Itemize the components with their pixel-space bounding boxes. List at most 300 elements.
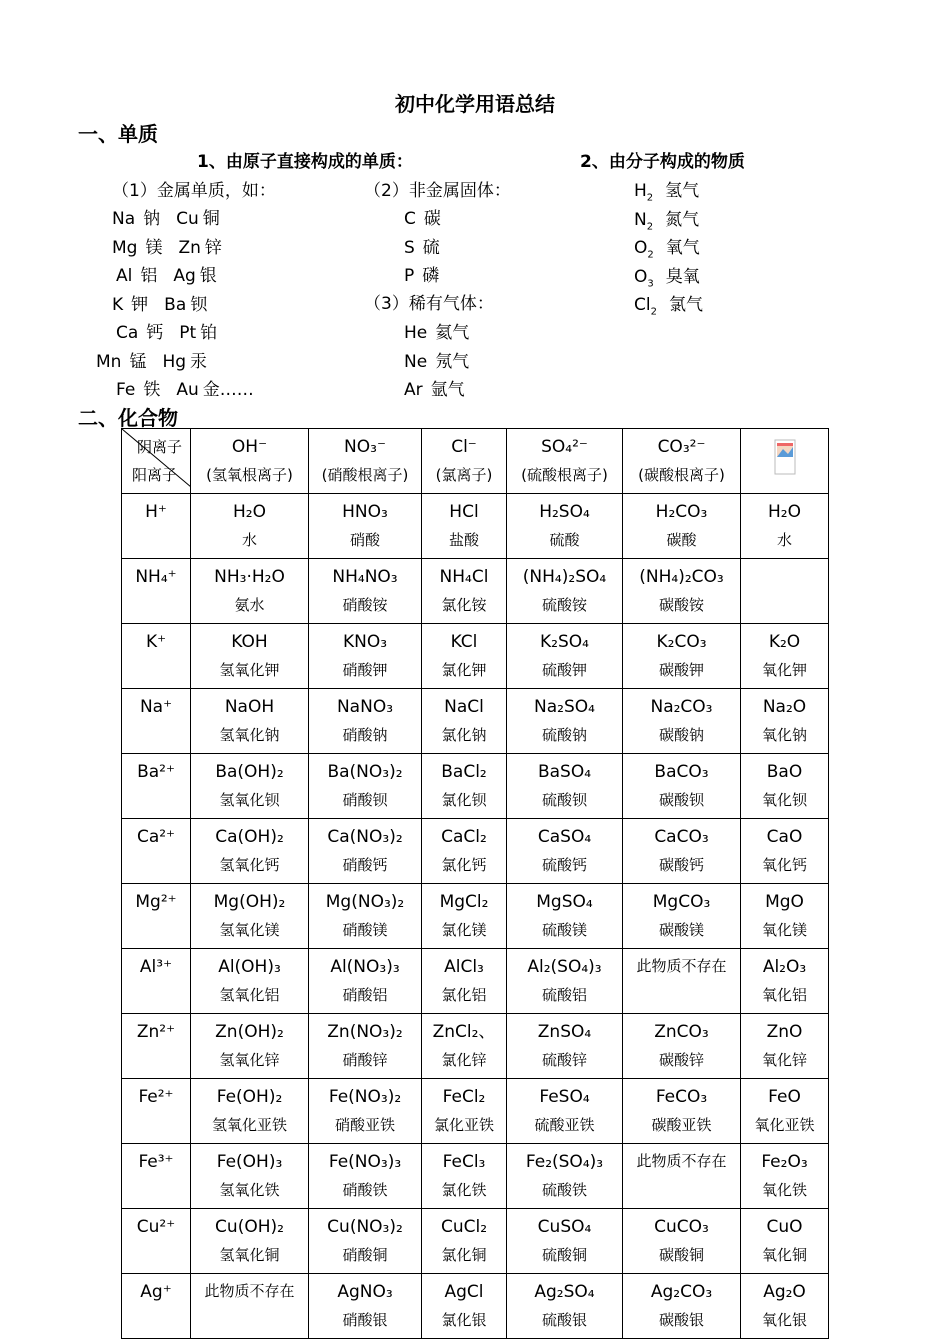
compound-formula: Zn(NO₃)₂ — [327, 1022, 403, 1042]
compound-name: 氯化钙 — [441, 856, 487, 874]
compound-cell — [507, 819, 623, 884]
compound-name: 氯化铵 — [441, 596, 487, 614]
compound-name: 硝酸镁 — [342, 921, 388, 939]
table-row — [122, 559, 829, 624]
compound-formula: Fe₂O₃ — [761, 1152, 808, 1172]
compound-name: 硝酸锌 — [342, 1051, 388, 1069]
compound-cell — [191, 819, 309, 884]
table-row — [122, 1079, 829, 1144]
molecule-row — [634, 290, 711, 318]
compound-cell — [191, 624, 309, 689]
metal-row — [112, 204, 228, 229]
table-row — [122, 1014, 829, 1079]
compound-cell — [422, 689, 507, 754]
metal-row — [116, 375, 262, 400]
compound-cell — [507, 1274, 623, 1339]
compound-name: 氧化铜 — [761, 1246, 807, 1264]
molecule-formula: $H_2$ — [634, 181, 654, 204]
metal-row — [96, 347, 215, 372]
compound-formula: FeCl₃ — [442, 1152, 486, 1172]
compound-cell — [741, 494, 829, 559]
compound-cell — [507, 754, 623, 819]
metal-row — [112, 233, 230, 258]
subscript: 2 — [646, 192, 654, 204]
element-symbol: Zn — [178, 237, 201, 258]
compound-formula: Al₂O₃ — [762, 957, 807, 977]
compound-name: 碳酸镁 — [658, 921, 704, 939]
table-row — [122, 1144, 829, 1209]
compound-cell — [623, 624, 741, 689]
compound-formula: NaCl — [444, 697, 484, 717]
compound-formula: MgSO₄ — [536, 892, 593, 912]
compound-formula: NH₄Cl — [439, 567, 489, 587]
compound-cell — [309, 949, 422, 1014]
molecule-name: 氢气 — [665, 181, 700, 201]
compound-name: 硫酸钡 — [541, 791, 587, 809]
element-symbol: Mn — [96, 351, 122, 372]
compound-name: 硝酸铝 — [342, 986, 388, 1004]
element-name: 银 — [199, 266, 217, 286]
compound-formula: Ag₂SO₄ — [534, 1282, 595, 1302]
molecule-formula: $N_2$ — [634, 209, 654, 232]
compound-formula: Ag₂CO₃ — [650, 1282, 713, 1302]
compound-formula: Ba(OH)₂ — [215, 762, 284, 782]
compound-formula: CuCl₂ — [440, 1217, 488, 1237]
compound-cell — [623, 689, 741, 754]
compound-formula: HCl — [449, 502, 479, 522]
subscript: 2 — [650, 306, 657, 318]
compound-cell — [309, 624, 422, 689]
compound-name: 氧化铝 — [761, 986, 807, 1004]
metal-row — [116, 318, 225, 343]
element-name: 钡 — [190, 294, 208, 315]
section-heading-elements: 一、单质 — [78, 122, 158, 146]
molecule-row — [634, 233, 708, 261]
element-name: 金…… — [202, 380, 254, 400]
anion-header — [309, 429, 422, 494]
anion-name: (氢氧根离子) — [206, 466, 293, 484]
compound-cell — [741, 689, 829, 754]
element-name: 氦气 — [435, 323, 470, 343]
compound-formula: CaO — [766, 827, 803, 847]
noble-gas-row — [404, 347, 477, 372]
compound-cell — [507, 689, 623, 754]
compound-formula: KCl — [450, 632, 478, 652]
compound-formula: Na₂SO₄ — [534, 697, 595, 717]
compound-name: 氢氧化镁 — [219, 921, 280, 939]
compound-cell — [309, 559, 422, 624]
compound-name: 硝酸铁 — [342, 1181, 388, 1199]
compound-formula: CuSO₄ — [537, 1217, 592, 1237]
compound-cell — [422, 559, 507, 624]
compound-cell — [507, 949, 623, 1014]
compound-cell — [623, 1274, 741, 1339]
compound-formula: CuO — [766, 1217, 803, 1237]
compound-cell — [623, 949, 741, 1014]
compound-cell — [191, 494, 309, 559]
compound-name: 硝酸铵 — [342, 596, 388, 614]
cation-cell: Cu²⁺ — [122, 1209, 191, 1274]
compound-cell — [309, 754, 422, 819]
compound-formula: NaOH — [224, 697, 275, 717]
compound-cell — [422, 949, 507, 1014]
compound-formula: Fe(NO₃)₃ — [328, 1152, 402, 1172]
compound-cell — [741, 754, 829, 819]
compound-formula: ZnSO₄ — [537, 1022, 592, 1042]
anion-formula: SO₄²⁻ — [541, 437, 588, 457]
compound-cell — [623, 1079, 741, 1144]
compound-name: 硝酸银 — [342, 1311, 388, 1329]
compound-name: 碳酸钡 — [658, 791, 704, 809]
compound-cell — [623, 494, 741, 559]
element-name: 铜 — [202, 209, 220, 229]
compound-cell — [309, 1144, 422, 1209]
compound-name: 氯化钡 — [441, 791, 487, 809]
nonmetal-row — [404, 261, 447, 286]
element-symbol: Hg — [162, 351, 187, 372]
compound-name: 氧化银 — [761, 1311, 807, 1329]
compound-formula: Cu(OH)₂ — [215, 1217, 284, 1237]
compound-formula: AlCl₃ — [444, 957, 484, 977]
compound-name: 硫酸镁 — [541, 921, 587, 939]
compound-name: 水 — [776, 531, 792, 549]
compound-formula: (NH₄)₂SO₄ — [522, 567, 607, 587]
compound-formula: CaSO₄ — [537, 827, 592, 847]
element-name: 铁 — [143, 380, 161, 400]
compound-cell — [623, 559, 741, 624]
compound-formula: Ba(NO₃)₂ — [327, 762, 403, 782]
cation-cell: Al³⁺ — [122, 949, 191, 1014]
oxide-header — [741, 429, 829, 494]
compound-name: 氧化钙 — [761, 856, 807, 874]
compound-name: 硫酸铝 — [541, 986, 587, 1004]
element-symbol: Al — [116, 266, 133, 286]
compound-cell — [191, 884, 309, 949]
cation-cell: Mg²⁺ — [122, 884, 191, 949]
compound-cell — [741, 819, 829, 884]
compound-formula: Mg(OH)₂ — [213, 892, 286, 912]
compound-formula: Fe(OH)₃ — [216, 1152, 283, 1172]
compound-formula: Na₂CO₃ — [650, 697, 713, 717]
compound-note: 此物质不存在 — [204, 1282, 295, 1300]
compound-name: 硫酸铁 — [541, 1181, 587, 1199]
compound-name: 碳酸 — [666, 531, 697, 549]
compound-cell — [741, 1144, 829, 1209]
compound-name: 碳酸钙 — [658, 856, 704, 874]
compound-cell — [422, 884, 507, 949]
compound-cell — [309, 689, 422, 754]
metal-row — [112, 290, 215, 315]
anion-name: (硝酸根离子) — [321, 466, 409, 484]
compound-formula: KOH — [231, 632, 268, 652]
cation-cell: Na⁺ — [122, 689, 191, 754]
molecule-row — [634, 176, 707, 204]
compound-formula: NaNO₃ — [336, 697, 394, 717]
cation-cell: H⁺ — [122, 494, 191, 559]
element-name: 钾 — [131, 294, 149, 315]
compound-cell — [741, 1274, 829, 1339]
cation-cell: Ca²⁺ — [122, 819, 191, 884]
table-row — [122, 494, 829, 559]
compound-name: 氯化银 — [441, 1311, 487, 1329]
compound-formula: Zn(OH)₂ — [215, 1022, 284, 1042]
element-symbol: He — [404, 323, 428, 343]
anion-header — [191, 429, 309, 494]
element-symbol: P — [404, 266, 415, 286]
compound-formula: AgNO₃ — [337, 1282, 393, 1302]
element-name: 磷 — [422, 266, 440, 286]
cation-cell: Ag⁺ — [122, 1274, 191, 1339]
compound-cell — [191, 559, 309, 624]
compound-name: 氧化亚铁 — [754, 1116, 815, 1134]
compound-name: 硫酸锌 — [541, 1051, 587, 1069]
compound-name: 氯化钾 — [441, 661, 487, 679]
compound-cell — [309, 1014, 422, 1079]
compound-formula: K₂O — [768, 632, 801, 652]
compound-cell — [422, 1209, 507, 1274]
compound-name: 碳酸铵 — [658, 596, 704, 614]
compound-formula: Fe(NO₃)₂ — [328, 1087, 402, 1107]
compound-name: 硝酸 — [349, 531, 380, 549]
compound-name: 氧化镁 — [761, 921, 807, 939]
molecule-name: 氯气 — [668, 295, 703, 315]
compound-formula: H₂SO₄ — [539, 502, 590, 522]
element-name: 钠 — [143, 209, 161, 229]
compound-name: 硝酸钙 — [342, 856, 388, 874]
anion-name: (碳酸根离子) — [638, 466, 725, 484]
cation-cell: K⁺ — [122, 624, 191, 689]
broken-image-icon — [772, 437, 798, 477]
compound-cell — [422, 1144, 507, 1209]
compound-formula: MgO — [765, 892, 804, 912]
cation-cell: Ba²⁺ — [122, 754, 191, 819]
compound-formula: BaSO₄ — [537, 762, 592, 782]
subscript: 3 — [647, 277, 654, 289]
anion-axis-label: 阴离子 — [136, 438, 182, 456]
compound-cell — [309, 1274, 422, 1339]
compound-formula: MgCl₂ — [439, 892, 489, 912]
nonmetal-row — [404, 204, 449, 229]
compound-name: 氧化锌 — [761, 1051, 807, 1069]
element-name: 氖气 — [435, 351, 470, 372]
compound-cell — [191, 949, 309, 1014]
compound-name: 硫酸钠 — [541, 726, 587, 744]
compound-formula: Cu(NO₃)₂ — [327, 1217, 403, 1237]
compound-formula: H₂O — [768, 502, 801, 522]
molecule-name: 氮气 — [665, 209, 700, 230]
metal-row — [116, 261, 225, 286]
molecule-row — [634, 205, 707, 230]
element-symbol: Na — [112, 209, 136, 229]
compound-formula: CuCO₃ — [654, 1217, 709, 1237]
compound-name: 碳酸锌 — [658, 1051, 704, 1069]
element-name: 硫 — [422, 237, 440, 258]
metals-label: （1）金属单质，如： — [112, 181, 276, 201]
compound-formula: Al(NO₃)₃ — [330, 957, 400, 977]
compound-cell — [422, 494, 507, 559]
element-symbol: C — [404, 209, 416, 229]
table-corner-cell — [122, 429, 191, 494]
table-row — [122, 754, 829, 819]
element-symbol: Ne — [404, 351, 428, 372]
compound-name: 氢氧化钾 — [219, 661, 280, 679]
compound-name: 碳酸铜 — [658, 1246, 704, 1264]
compound-cell — [623, 884, 741, 949]
compound-cell — [623, 1014, 741, 1079]
compound-name: 硝酸钾 — [342, 661, 388, 679]
compound-cell — [741, 624, 829, 689]
element-symbol: Mg — [112, 237, 138, 258]
compound-formula: FeCO₃ — [655, 1087, 708, 1107]
compound-formula: FeSO₄ — [539, 1087, 590, 1107]
compound-formula: FeCl₂ — [442, 1087, 486, 1107]
compound-formula: MgCO₃ — [652, 892, 711, 912]
compound-cell — [507, 1014, 623, 1079]
nonmetal-label: （2）非金属固体： — [364, 181, 511, 201]
page-title: 初中化学用语总结 — [395, 92, 555, 116]
compound-cell — [507, 624, 623, 689]
compound-cell — [741, 559, 829, 624]
element-symbol: Au — [176, 380, 199, 400]
molecule-name: 臭氧 — [665, 266, 700, 287]
compound-name: 氢氧化铁 — [219, 1181, 280, 1199]
element-symbol: Ca — [116, 323, 139, 343]
compound-formula: CaCO₃ — [654, 827, 709, 847]
compound-name: 氧化铁 — [761, 1181, 807, 1199]
noble-gas-label: （3）稀有气体： — [364, 294, 494, 314]
molecule-formula: $Cl_2$ — [634, 295, 657, 318]
cation-axis-label: 阳离子 — [132, 466, 178, 484]
compound-cell — [422, 624, 507, 689]
cation-cell: Zn²⁺ — [122, 1014, 191, 1079]
compound-formula: NH₄NO₃ — [332, 567, 398, 587]
subscript: 2 — [646, 220, 654, 232]
compound-cell — [422, 754, 507, 819]
compound-table — [121, 428, 829, 1339]
compound-formula: Fe(OH)₂ — [216, 1087, 283, 1107]
element-symbol: Cu — [176, 209, 199, 229]
compound-name: 氯化镁 — [441, 921, 487, 939]
compound-formula: ZnO — [766, 1022, 803, 1042]
compound-name: 氯化钠 — [441, 726, 487, 744]
compound-cell — [422, 819, 507, 884]
cation-cell: NH₄⁺ — [122, 559, 191, 624]
compound-cell — [422, 1079, 507, 1144]
subheading-molecular-substances: 2、由分子构成的物质 — [580, 152, 745, 172]
cation-cell: Fe³⁺ — [122, 1144, 191, 1209]
compound-cell — [191, 1274, 309, 1339]
table-row — [122, 1274, 829, 1339]
compound-name: 硫酸钙 — [541, 856, 587, 874]
element-name: 锰 — [129, 351, 147, 372]
compound-name: 硝酸钠 — [342, 726, 388, 744]
anion-formula: CO₃²⁻ — [657, 437, 706, 457]
element-name: 汞 — [190, 351, 208, 372]
compound-name: 氢氧化钠 — [219, 726, 280, 744]
compound-formula: K₂CO₃ — [656, 632, 707, 652]
compound-cell — [741, 1014, 829, 1079]
compound-cell — [507, 884, 623, 949]
compound-formula: KNO₃ — [342, 632, 388, 652]
cation-cell: Fe²⁺ — [122, 1079, 191, 1144]
compound-formula: FeO — [768, 1087, 801, 1107]
compound-formula: Al(OH)₃ — [218, 957, 281, 977]
compound-formula: Ag₂O — [763, 1282, 806, 1302]
anion-formula: OH⁻ — [231, 437, 268, 457]
compound-name: 硝酸钡 — [342, 791, 388, 809]
compound-formula: NH₃·H₂O — [214, 567, 285, 587]
compound-cell — [309, 494, 422, 559]
compound-cell — [741, 1209, 829, 1274]
anion-name: (硫酸根离子) — [521, 466, 608, 484]
compound-name: 盐酸 — [448, 531, 479, 549]
anion-formula: NO₃⁻ — [344, 437, 386, 457]
molecule-row — [634, 262, 708, 287]
compound-cell — [741, 1079, 829, 1144]
compound-name: 氯化铝 — [441, 986, 487, 1004]
compound-formula: H₂O — [233, 502, 266, 522]
compound-formula: (NH₄)₂CO₃ — [639, 567, 724, 587]
element-symbol: S — [404, 237, 415, 258]
noble-gas-row — [404, 318, 477, 343]
compound-cell — [191, 1144, 309, 1209]
compound-name: 氯化锌 — [441, 1051, 487, 1069]
compound-cell — [507, 1079, 623, 1144]
compound-formula: BaCl₂ — [441, 762, 487, 782]
compound-formula: Na₂O — [762, 697, 807, 717]
compound-cell — [309, 1209, 422, 1274]
subheading-atomic-elements: 1、由原子直接构成的单质： — [197, 152, 413, 172]
compound-name: 氧化钾 — [761, 661, 807, 679]
compound-formula: BaO — [766, 762, 803, 782]
compound-cell — [507, 1144, 623, 1209]
compound-cell — [507, 494, 623, 559]
compound-note: 此物质不存在 — [636, 1152, 727, 1170]
compound-name: 氢氧化铝 — [219, 986, 280, 1004]
compound-formula: K₂SO₄ — [540, 632, 589, 652]
compound-name: 氢氧化锌 — [219, 1051, 280, 1069]
compound-name: 氧化钡 — [761, 791, 807, 809]
anion-header — [623, 429, 741, 494]
compound-formula: Ca(NO₃)₂ — [327, 827, 403, 847]
element-symbol: Ag — [173, 266, 196, 286]
compound-formula: BaCO₃ — [654, 762, 709, 782]
compound-name: 水 — [241, 531, 257, 549]
compound-formula: AgCl — [444, 1282, 484, 1302]
compound-name: 氨水 — [234, 596, 265, 614]
compound-formula: ZnCO₃ — [654, 1022, 709, 1042]
compound-name: 硫酸铵 — [541, 596, 587, 614]
compound-name: 硫酸钾 — [541, 661, 587, 679]
compound-cell — [623, 1209, 741, 1274]
compound-cell — [507, 559, 623, 624]
compound-cell — [422, 1014, 507, 1079]
compound-cell — [507, 1209, 623, 1274]
compound-name: 氢氧化铜 — [219, 1246, 280, 1264]
compound-name: 碳酸银 — [658, 1311, 704, 1329]
table-row — [122, 689, 829, 754]
compound-formula: CaCl₂ — [441, 827, 487, 847]
molecule-formula: $O_2$ — [634, 238, 654, 261]
compound-name: 硝酸亚铁 — [334, 1116, 395, 1134]
compound-cell — [741, 884, 829, 949]
anion-formula: Cl⁻ — [451, 437, 477, 457]
compound-note: 此物质不存在 — [636, 957, 727, 975]
compound-formula: Fe₂(SO₄)₃ — [525, 1152, 604, 1172]
compound-cell — [623, 819, 741, 884]
element-symbol: K — [112, 294, 124, 315]
compound-name: 氢氧化钡 — [219, 791, 280, 809]
